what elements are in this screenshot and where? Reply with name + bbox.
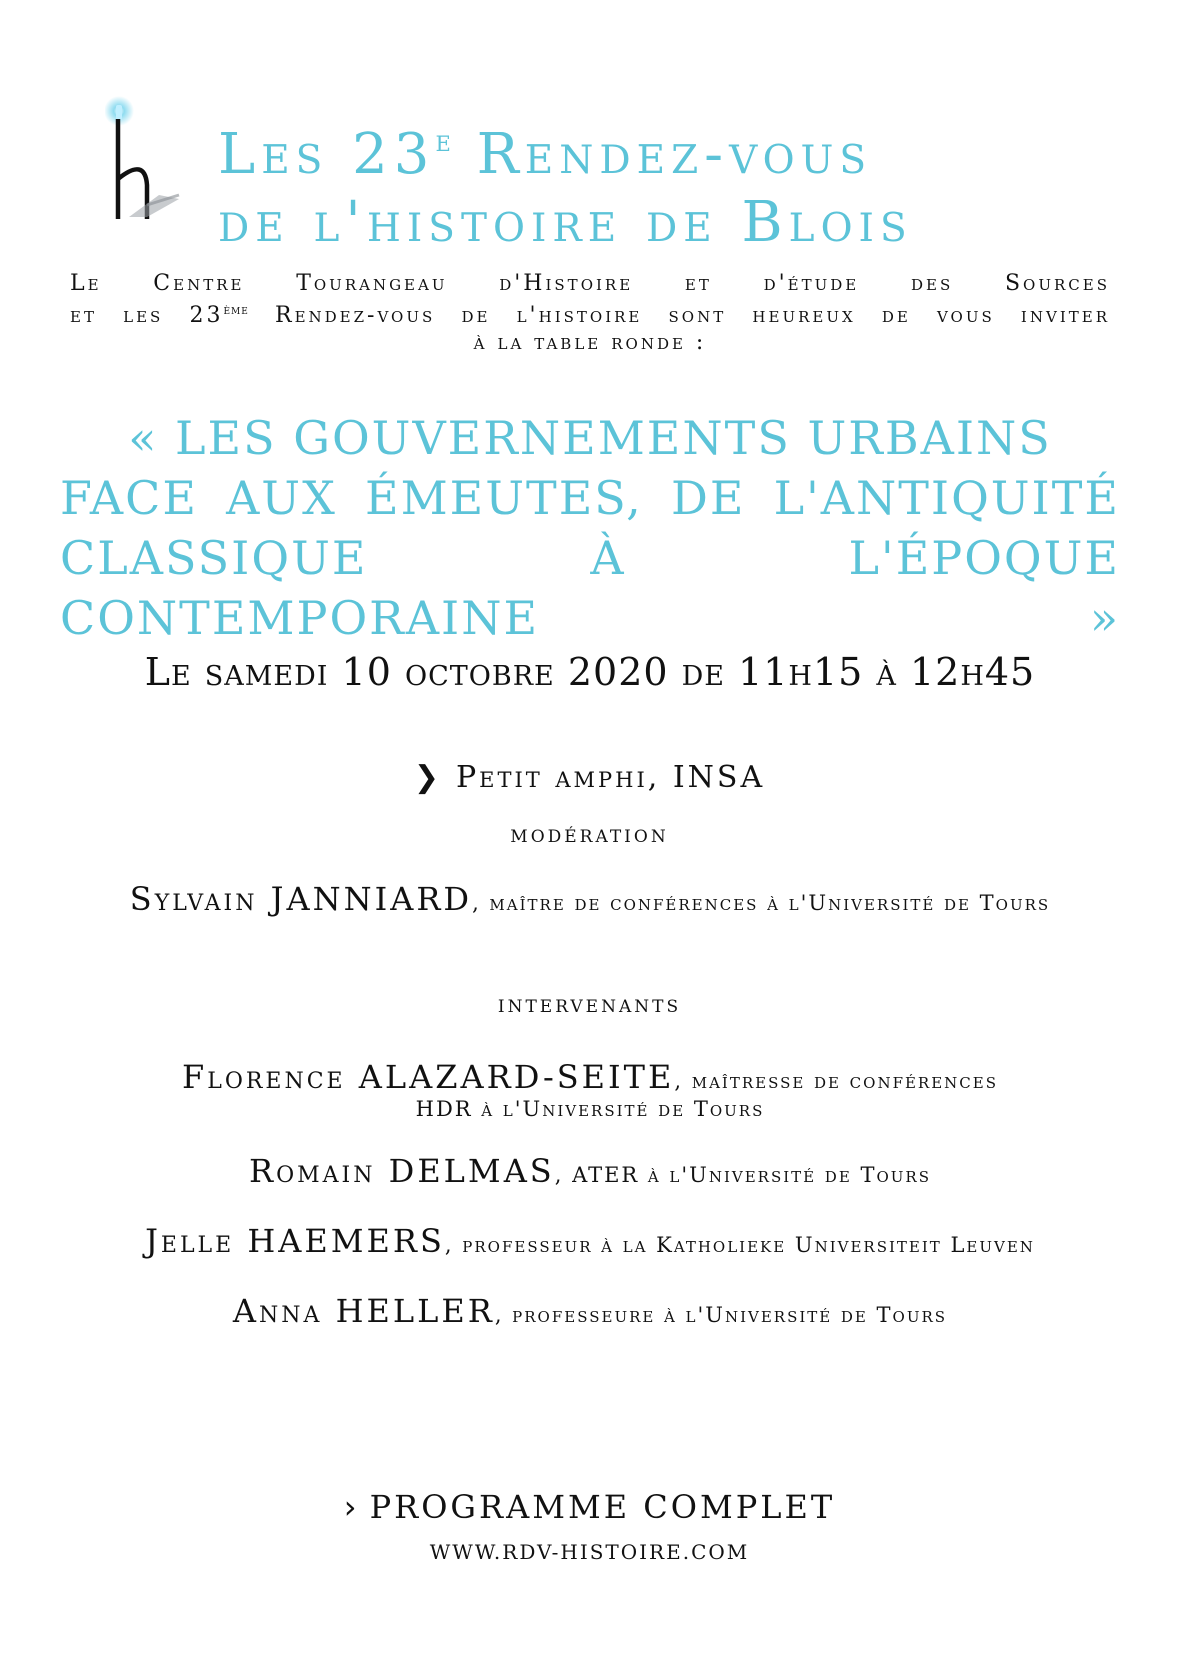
speakers-label: intervenants	[497, 990, 682, 1018]
event-series-title	[218, 108, 1118, 257]
chevron-right-icon: ›	[343, 1488, 360, 1526]
speaker-item	[40, 1058, 1140, 1122]
moderator-name: Sylvain JANNIARD	[129, 880, 473, 918]
intro-line-2-post: Rendez-vous de l'histoire sont heureux de vous inviter	[248, 303, 1110, 328]
intro-ordinal: ème	[223, 303, 249, 318]
round-table-title-line-1: « LES GOUVERNEMENTS URBAINS	[128, 411, 1052, 465]
intro-line-2	[70, 297, 1110, 329]
program-link[interactable]	[0, 1488, 1179, 1526]
rdv-histoire-logo-icon	[105, 95, 195, 235]
title-ordinal: e	[435, 124, 453, 159]
intro-line-1: Le Centre Tourangeau d'Histoire et d'étude des Sources	[70, 271, 1110, 296]
speaker-item	[40, 1292, 1140, 1330]
speaker-role: , ATER à l'Université de Tours	[554, 1163, 931, 1187]
chevron-right-icon: ❯	[413, 760, 442, 795]
intro-line-2-pre: et les 23	[70, 303, 224, 328]
title-line-1-post: Rendez-vous	[452, 122, 873, 187]
title-line-2: de l'histoire de Blois	[218, 190, 913, 255]
speaker-item	[40, 1222, 1140, 1260]
moderation-label: modération	[510, 820, 669, 848]
event-place	[0, 760, 1179, 795]
speaker-name: Florence ALAZARD-SEITE	[182, 1058, 675, 1096]
event-date: Le samedi 10 octobre 2020 de 11h15 à 12h45	[144, 650, 1036, 694]
speaker-name: Romain DELMAS	[249, 1152, 555, 1190]
speaker-role-line-2: HDR à l'Université de Tours	[415, 1097, 765, 1121]
moderator-role: , maître de conférences à l'Université de Tours	[472, 891, 1051, 915]
intro-text	[70, 270, 1110, 356]
event-place-label: Petit amphi, INSA	[455, 760, 766, 795]
round-table-title-line-3: CLASSIQUE À L'ÉPOQUE CONTEMPORAINE »	[60, 531, 1120, 645]
speaker-name: Anna HELLER	[232, 1292, 495, 1330]
title-line-1-pre: Les 23	[218, 122, 436, 187]
speaker-role: , professeur à la Katholieke Universiteit Leuven	[444, 1233, 1035, 1257]
moderator	[40, 880, 1140, 918]
speaker-name: Jelle HAEMERS	[145, 1222, 445, 1260]
speaker-item	[40, 1152, 1140, 1190]
round-table-title-line-2: FACE AUX ÉMEUTES, DE L'ANTIQUITÉ	[60, 471, 1120, 525]
title-line-1	[218, 108, 1118, 189]
program-link-label: PROGRAMME COMPLET	[369, 1488, 836, 1526]
round-table-title	[60, 408, 1120, 648]
speaker-role: , maîtresse de conférences	[674, 1069, 998, 1093]
website-link[interactable]: WWW.RDV-HISTOIRE.COM	[429, 1540, 750, 1564]
speaker-role: , professeure à l'Université de Tours	[494, 1303, 948, 1327]
intro-line-3: à la table ronde :	[473, 330, 707, 355]
